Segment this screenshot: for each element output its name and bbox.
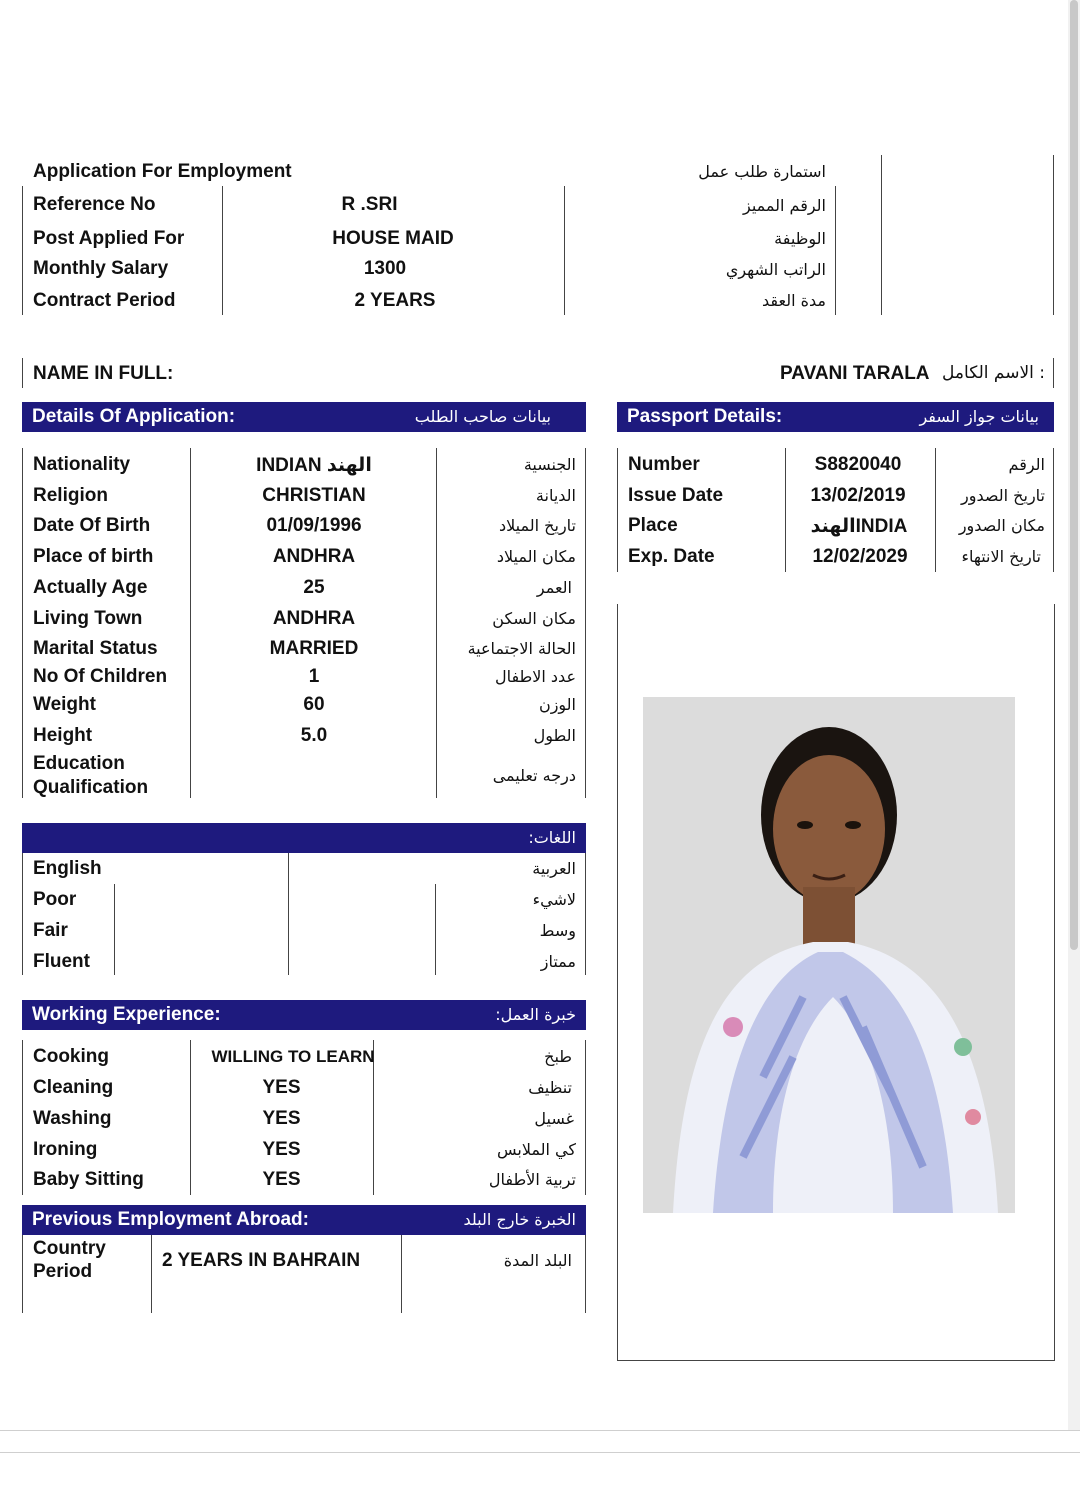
scrollbar-thumb[interactable] xyxy=(1070,0,1078,950)
form-title: Application For Employment xyxy=(33,161,292,182)
applicant-photo xyxy=(643,697,1015,1213)
full-name: PAVANI TARALA xyxy=(780,363,930,384)
name-label: NAME IN FULL: xyxy=(33,363,174,384)
experience-header: Working Experience: خبرة العمل: xyxy=(22,1000,586,1030)
passport-header: Passport Details: بيانات جواز السفر xyxy=(617,402,1054,432)
abroad-header: Previous Employment Abroad: الخبرة خارج البلد xyxy=(22,1205,586,1235)
name-label-ar: : الاسم الكامل xyxy=(942,363,1045,383)
form-title-ar: استمارة طلب عمل xyxy=(698,162,826,181)
abroad-value: 2 YEARS IN BAHRAIN xyxy=(162,1250,361,1271)
person-photo-icon xyxy=(643,697,1015,1213)
languages-header: اللغات: xyxy=(22,823,586,853)
application-header: Details Of Application: بيانات صاحب الطلب xyxy=(22,402,586,432)
